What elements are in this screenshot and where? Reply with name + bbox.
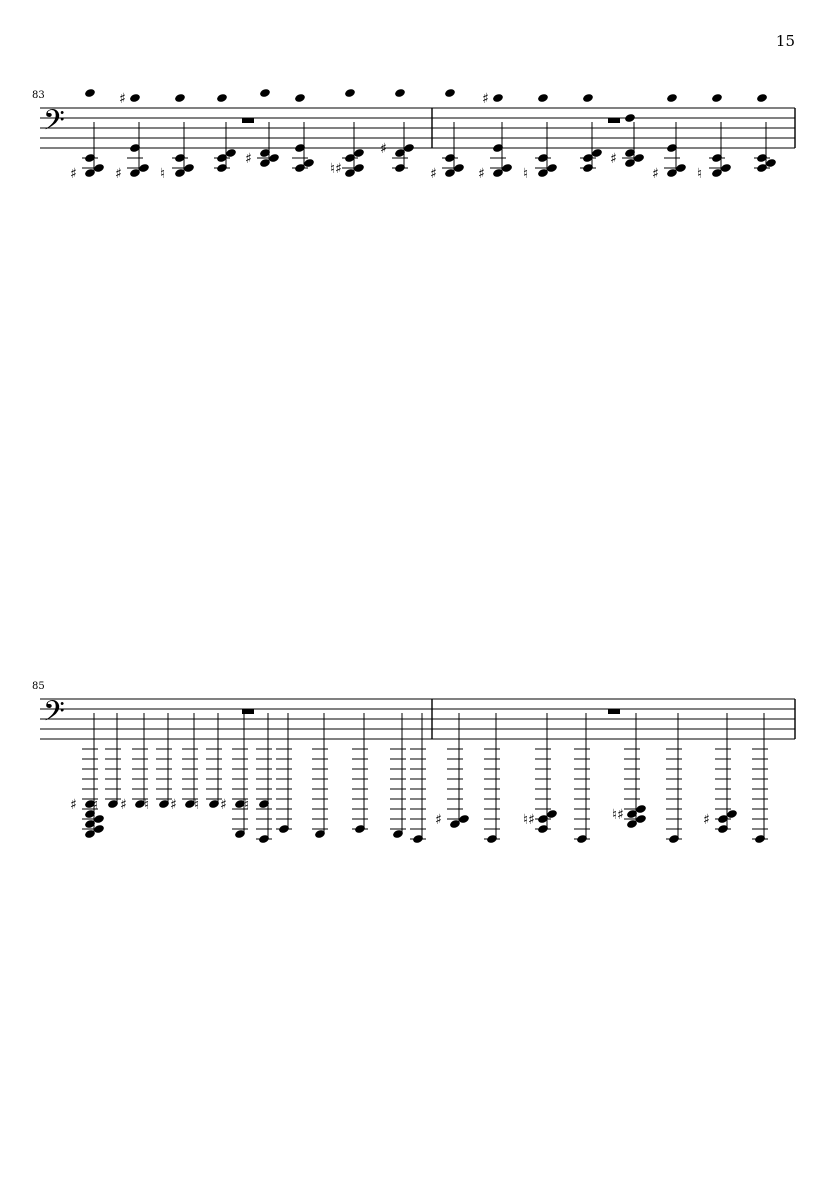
accidental-icon: ♯ [70, 166, 77, 182]
notehead [546, 163, 558, 173]
notehead [546, 809, 558, 819]
accidental-icon: ♯ [220, 797, 227, 813]
accidental-icon: ♮♯ [330, 161, 342, 177]
measure-number-83: 83 [32, 90, 45, 101]
accidental-icon: ♯ [435, 812, 442, 828]
notehead [582, 93, 594, 103]
accidental-icon: ♯ [482, 91, 489, 107]
notehead [129, 93, 141, 103]
accidental-icon: ♮♯ [612, 807, 624, 823]
notehead [93, 163, 105, 173]
notehead [174, 93, 186, 103]
notehead [344, 88, 356, 98]
notehead [268, 153, 280, 163]
notehead [394, 88, 406, 98]
notehead [711, 93, 723, 103]
accidental-icon: ♯ [430, 166, 437, 182]
accidental-icon: ♯ [70, 797, 77, 813]
page-number: 15 [775, 32, 795, 50]
notehead [353, 163, 365, 173]
notehead [444, 88, 456, 98]
notehead [492, 93, 504, 103]
notehead [93, 824, 105, 834]
notehead [633, 153, 645, 163]
accidental-icon: ♯ [380, 141, 387, 157]
notehead [225, 148, 237, 158]
notehead [353, 148, 365, 158]
accidental-icon: ♯ [170, 797, 177, 813]
notehead [84, 88, 96, 98]
accidental-icon: ♮ [144, 797, 150, 813]
accidental-icon: ♯ [120, 797, 127, 813]
accidental-icon: ♯ [478, 166, 485, 182]
notehead [726, 809, 738, 819]
accidental-icon: ♯ [703, 812, 710, 828]
whole-rest-icon [608, 709, 620, 714]
accidental-icon: ♯ [119, 91, 126, 107]
notehead [453, 163, 465, 173]
accidental-icon: ♮ [194, 797, 200, 813]
accidental-icon: ♮ [697, 166, 703, 182]
notehead [93, 814, 105, 824]
notehead [458, 814, 470, 824]
bass-clef-icon: 𝄢 [43, 104, 65, 144]
whole-rest-icon [242, 118, 254, 123]
notehead [537, 93, 549, 103]
notehead [635, 814, 647, 824]
notehead [720, 163, 732, 173]
notehead [624, 113, 636, 123]
notehead [635, 804, 647, 814]
notehead [294, 93, 306, 103]
accidental-icon: ♮ [93, 797, 99, 813]
bass-clef-icon: 𝄢 [43, 695, 65, 735]
whole-rest-icon [608, 118, 620, 123]
notehead [183, 163, 195, 173]
notehead [138, 163, 150, 173]
accidental-icon: ♮ [160, 166, 166, 182]
accidental-icon: ♮ [244, 797, 250, 813]
accidental-icon: ♯ [652, 166, 659, 182]
notehead [259, 88, 271, 98]
accidental-icon: ♮♯ [523, 812, 535, 828]
notehead [216, 93, 228, 103]
accidental-icon: ♮ [523, 166, 529, 182]
notehead [591, 148, 603, 158]
accidental-icon: ♯ [245, 151, 252, 167]
notehead [303, 158, 315, 168]
measure-number-85: 85 [32, 681, 45, 692]
notehead [666, 93, 678, 103]
notehead [675, 163, 687, 173]
notehead [756, 93, 768, 103]
notehead [501, 163, 513, 173]
accidental-icon: ♯ [610, 151, 617, 167]
notehead [765, 158, 777, 168]
accidental-icon: ♯ [115, 166, 122, 182]
notehead [403, 143, 415, 153]
